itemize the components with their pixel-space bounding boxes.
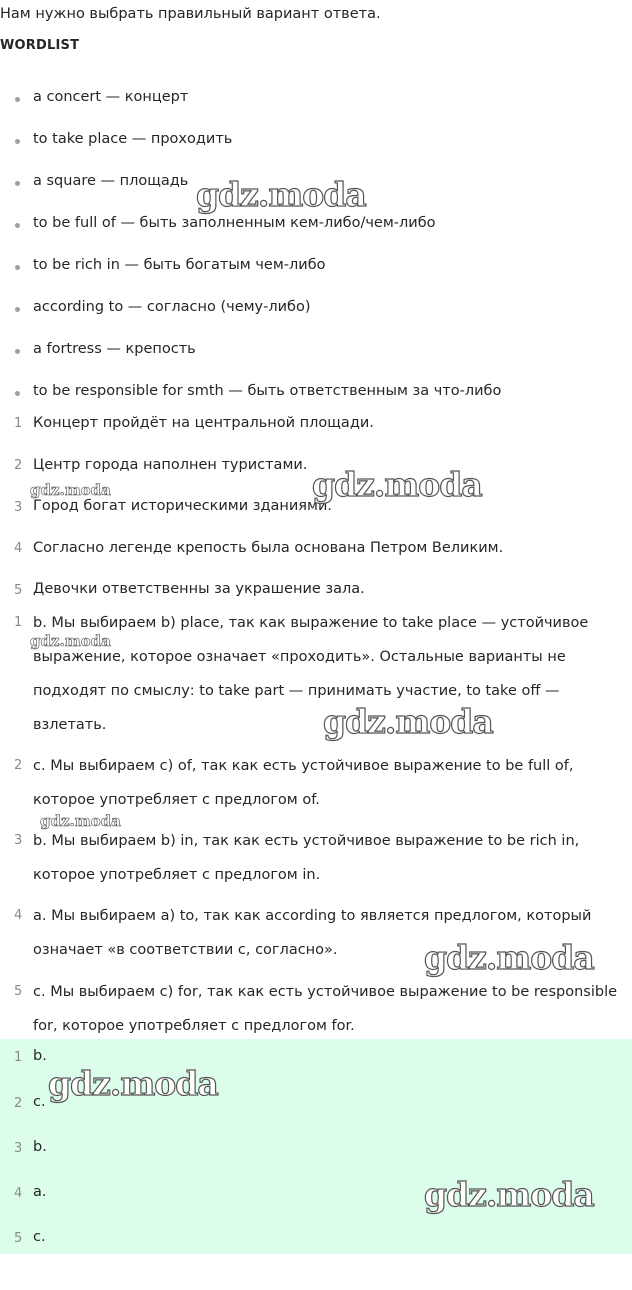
wordlist-item: to be full of — быть заполненным кем-либо/чем-либо xyxy=(33,215,436,231)
watermark: gdz.moda xyxy=(48,1064,218,1103)
bullet-icon xyxy=(15,349,20,354)
wordlist-heading: WORDLIST xyxy=(0,38,80,53)
list-number: 5 xyxy=(14,984,23,999)
bullet-icon xyxy=(15,97,20,102)
wordlist-item: to be responsible for smth — быть ответственным за что-либо xyxy=(33,383,502,399)
watermark: gdz.moda xyxy=(312,465,482,504)
list-number: 4 xyxy=(14,1186,23,1201)
intro-text: Нам нужно выбрать правильный вариант ответа. xyxy=(0,6,381,22)
translation-item: Согласно легенде крепость была основана Петром Великим. xyxy=(33,540,504,556)
explanation-item: c. Мы выбираем c) for, так как есть устойчивое выражение to be responsible for, которое употребляет с предлогом for. xyxy=(33,984,618,1034)
translation-item: Центр города наполнен туристами. xyxy=(33,457,308,473)
list-number: 5 xyxy=(14,583,23,598)
watermark: gdz.moda xyxy=(40,812,121,830)
wordlist-item: to take place — проходить xyxy=(33,131,233,147)
bullet-icon xyxy=(15,223,20,228)
bullet-icon xyxy=(15,307,20,312)
list-number: 4 xyxy=(14,908,23,923)
answer-item: b. xyxy=(33,1048,47,1064)
list-number: 3 xyxy=(14,500,23,515)
wordlist-item: a concert — концерт xyxy=(33,89,189,105)
bullet-icon xyxy=(15,391,20,396)
bullet-icon xyxy=(15,265,20,270)
list-number: 2 xyxy=(14,1096,23,1111)
bullet-icon xyxy=(15,181,20,186)
list-number: 5 xyxy=(14,1231,23,1246)
watermark: gdz.moda xyxy=(196,175,366,214)
watermark: gdz.moda xyxy=(30,481,111,499)
list-number: 3 xyxy=(14,833,23,848)
list-number: 1 xyxy=(14,615,23,630)
wordlist-item: a square — площадь xyxy=(33,173,189,189)
explanation-item: c. Мы выбираем c) of, так как есть устойчивое выражение to be full of, которое употребляет с предлогом of. xyxy=(33,758,574,808)
list-number: 2 xyxy=(14,458,23,473)
answer-item: c. xyxy=(33,1094,46,1110)
explanation-item: a. Мы выбираем a) to, так как according to является предлогом, который означает «в соответствии с, согласно». xyxy=(33,908,592,958)
answer-item: b. xyxy=(33,1139,47,1155)
list-number: 2 xyxy=(14,758,23,773)
list-number: 4 xyxy=(14,541,23,556)
explanation-item: b. Мы выбираем b) in, так как есть устойчивое выражение to be rich in, которое употребляет с предлогом in. xyxy=(33,833,580,883)
watermark: gdz.moda xyxy=(424,1175,594,1214)
bullet-icon xyxy=(15,139,20,144)
translation-item: Концерт пройдёт на центральной площади. xyxy=(33,415,374,431)
watermark: gdz.moda xyxy=(323,702,493,741)
watermark: gdz.moda xyxy=(30,632,111,650)
wordlist-item: to be rich in — быть богатым чем-либо xyxy=(33,257,326,273)
answer-item: a. xyxy=(33,1184,47,1200)
translation-item: Девочки ответственны за украшение зала. xyxy=(33,581,365,597)
wordlist-item: a fortress — крепость xyxy=(33,341,196,357)
wordlist-item: according to — согласно (чему-либо) xyxy=(33,299,311,315)
answer-item: c. xyxy=(33,1229,46,1245)
list-number: 3 xyxy=(14,1141,23,1156)
list-number: 1 xyxy=(14,1050,23,1065)
watermark: gdz.moda xyxy=(424,938,594,977)
list-number: 1 xyxy=(14,416,23,431)
translation-item: Город богат историческими зданиями. xyxy=(33,498,332,514)
explanation-item: b. Мы выбираем b) place, так как выражение to take place — устойчивое выражение, которое означает «проходить». Остальные варианты не подходят по смыслу: to take part — принимать участие, to take off — взлетать. xyxy=(33,615,589,733)
